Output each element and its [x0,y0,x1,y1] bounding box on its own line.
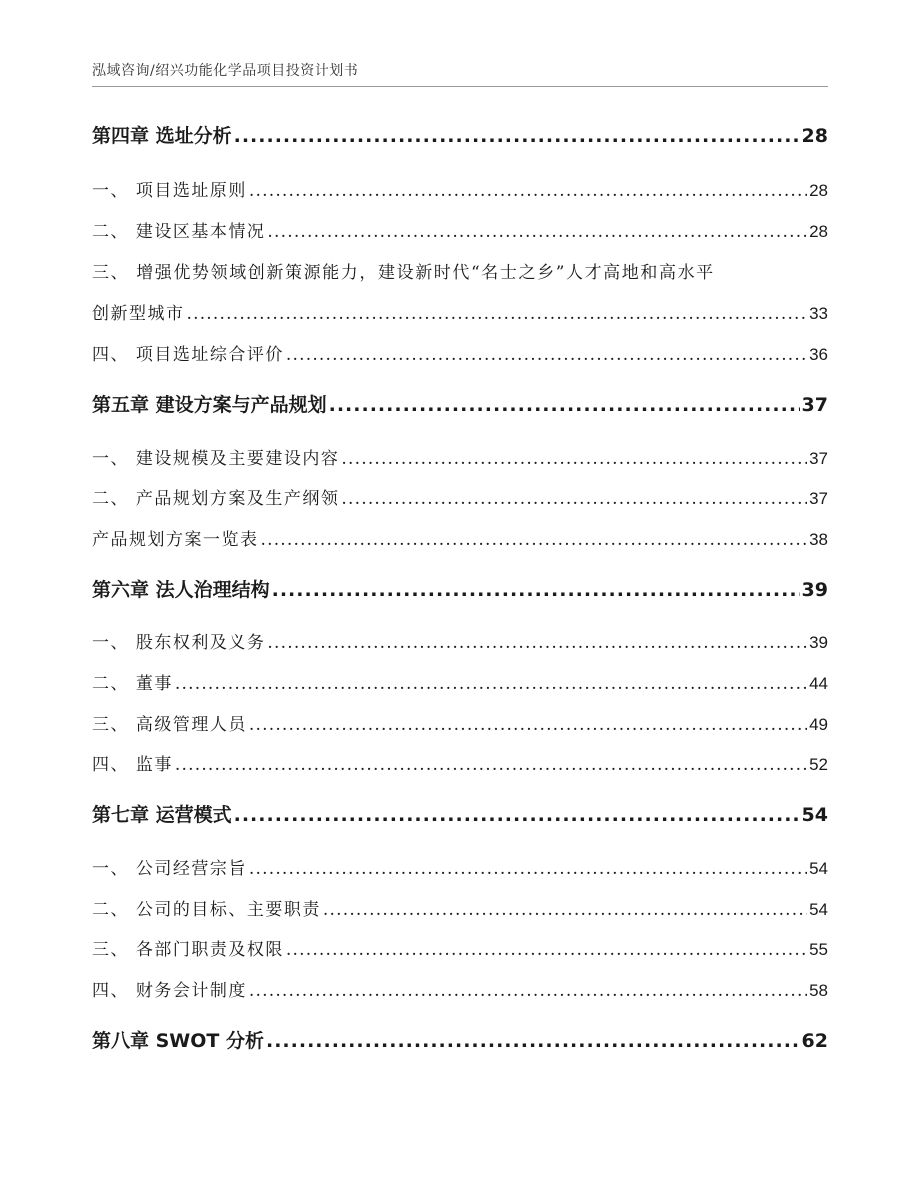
dot-leader [323,900,807,920]
toc-section[interactable] [92,628,828,653]
running-header: 泓域咨询/绍兴功能化学品项目投资计划书 [92,63,359,79]
toc-label: 二、 公司的目标、主要职责 [92,900,321,920]
toc-page-number: 38 [809,530,828,549]
toc-page-number: 54 [801,804,828,826]
toc-section[interactable] [92,976,828,1001]
toc-chapter-6[interactable] [92,575,828,602]
dot-leader [249,981,807,1001]
toc-label: 第七章 运营模式 [92,804,232,826]
toc-page-number: 28 [801,125,828,147]
toc-page-number: 28 [809,222,828,241]
toc-label: 四、 项目选址综合评价 [92,345,284,365]
toc-section-wrapped-line[interactable]: 三、 增强优势领域创新策源能力，建设新时代“名士之乡”人才高地和高水平 [92,263,715,283]
toc-chapter-8[interactable] [92,1026,828,1053]
toc-section[interactable] [92,750,828,775]
dot-leader [249,715,807,735]
dot-leader [249,859,807,879]
toc-page-number: 52 [809,755,828,774]
dot-leader [341,449,807,469]
toc-label: 二、 建设区基本情况 [92,222,266,242]
toc-section[interactable] [92,299,828,324]
toc-page-number: 37 [801,394,828,416]
toc-page-number: 55 [809,940,828,959]
dot-leader [267,633,807,653]
toc-page-number: 62 [801,1030,828,1052]
toc-chapter-7[interactable] [92,800,828,827]
dot-leader [266,1030,800,1052]
toc-label: 四、 监事 [92,755,173,775]
dot-leader [187,304,808,324]
toc-label: 三、 高级管理人员 [92,715,247,735]
toc-page-number: 33 [809,304,828,323]
header-rule [92,86,828,87]
toc-label: 第六章 法人治理结构 [92,579,270,601]
toc-label: 一、 股东权利及义务 [92,633,266,653]
toc-label: 第四章 选址分析 [92,125,232,147]
toc-page-number: 54 [809,859,828,878]
dot-leader [267,222,807,242]
dot-leader [234,125,800,147]
toc-page-number: 54 [809,900,828,919]
toc-label: 第八章 SWOT 分析 [92,1030,264,1052]
toc-label: 一、 公司经营宗旨 [92,859,247,879]
dot-leader [341,489,807,509]
toc-label: 二、 产品规划方案及生产纲领 [92,489,340,509]
toc-section[interactable] [92,895,828,920]
dot-leader [286,345,807,365]
toc-chapter-5[interactable] [92,390,828,417]
toc-page-number: 44 [809,674,828,693]
dot-leader [175,755,807,775]
toc-section[interactable] [92,935,828,960]
dot-leader [175,674,807,694]
toc-label: 一、 建设规模及主要建设内容 [92,449,340,469]
toc-label: 第五章 建设方案与产品规划 [92,394,327,416]
toc-page-number: 37 [809,489,828,508]
toc-page-number: 39 [809,633,828,652]
toc-section[interactable] [92,669,828,694]
toc-page-number: 36 [809,345,828,364]
toc-section[interactable] [92,854,828,879]
toc-label: 三、 各部门职责及权限 [92,940,284,960]
toc-page-number: 37 [809,449,828,468]
toc-label: 产品规划方案一览表 [92,530,259,550]
toc-label: 四、 财务会计制度 [92,981,247,1001]
toc-section[interactable] [92,176,828,201]
dot-leader [234,804,800,826]
toc-page-number: 58 [809,981,828,1000]
toc-label: 一、 项目选址原则 [92,181,247,201]
dot-leader [249,181,807,201]
toc-section[interactable] [92,710,828,735]
toc-section[interactable] [92,484,828,509]
toc-section[interactable] [92,217,828,242]
toc-section[interactable] [92,340,828,365]
toc-page-number: 39 [801,579,828,601]
dot-leader [261,530,808,550]
toc-page-number: 49 [809,715,828,734]
toc-section[interactable] [92,525,828,550]
toc-section[interactable] [92,444,828,469]
toc-label: 创新型城市 [92,304,185,324]
dot-leader [272,579,800,601]
dot-leader [329,394,800,416]
toc-page-number: 28 [809,181,828,200]
toc-chapter-4[interactable] [92,121,828,148]
toc-label: 二、 董事 [92,674,173,694]
dot-leader [286,940,807,960]
